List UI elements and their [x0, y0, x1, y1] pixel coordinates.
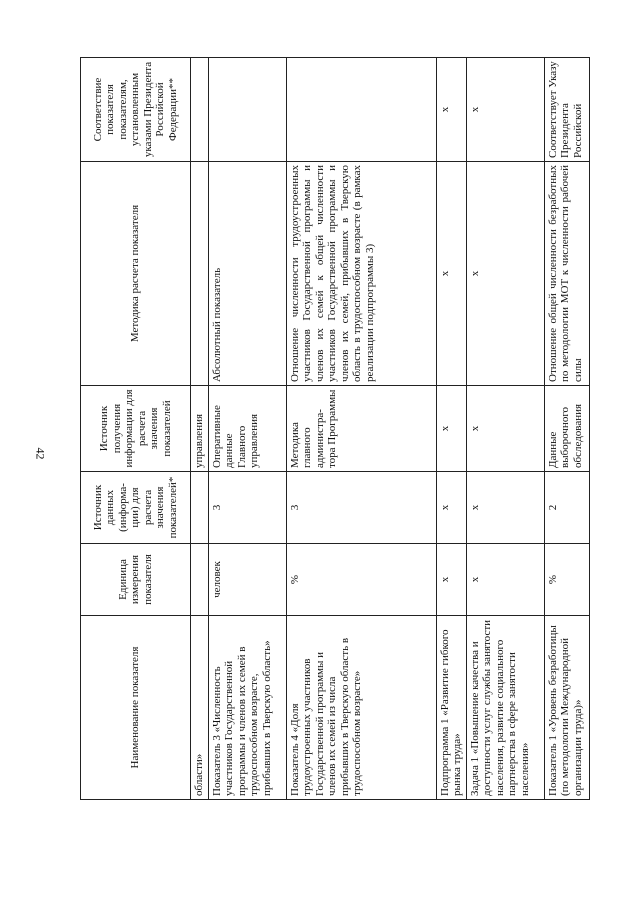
- cell-unit: [191, 544, 209, 616]
- cell-source-info: х: [466, 386, 544, 472]
- table-row: [208, 58, 286, 800]
- header-name: Наименование показателя: [81, 616, 191, 800]
- cell-source-data: 3: [286, 472, 436, 544]
- cell-source-data: 3: [208, 472, 286, 544]
- cell-method: х: [466, 162, 544, 386]
- cell-source-info: Оперативные данные Главного управления: [208, 386, 286, 472]
- cell-compliance: [286, 58, 436, 162]
- table-row: [436, 58, 466, 800]
- cell-name: Подпрограмма 1 «Развитие гибкого рынка труда»: [436, 616, 466, 800]
- cell-name: Задача 1 «Повышение качества и доступности услуг службы занятости населения, развитие социального партнерства в сфере занятости населения»: [466, 616, 544, 800]
- cell-source-data: х: [436, 472, 466, 544]
- cell-name: Показатель 3 «Численность участников Государственной программы и членов их семей в трудоспособном возрасте, прибывших в Тверскую область»: [208, 616, 286, 800]
- header-source-data: Источник данных (информа-ции) для расчета значения показателей*: [81, 472, 191, 544]
- cell-compliance: Соответствует Указу Президента Российской: [544, 58, 589, 162]
- cell-unit: %: [286, 544, 436, 616]
- cell-compliance: х: [466, 58, 544, 162]
- cell-source-data: 2: [544, 472, 589, 544]
- cell-compliance: [191, 58, 209, 162]
- cell-method: Абсолютный показатель: [208, 162, 286, 386]
- cell-source-info: Методика главного администра-тора Программы: [286, 386, 436, 472]
- cell-compliance: х: [436, 58, 466, 162]
- rotated-table-container: [80, 58, 610, 800]
- header-method: Методика расчета показателя: [81, 162, 191, 386]
- cell-source-info: управления: [191, 386, 209, 472]
- cell-name: области»: [191, 616, 209, 800]
- table-row: [466, 58, 544, 800]
- table-row: [286, 58, 436, 800]
- cell-method: Отношение численности трудоустроенных участников Государственной программы и членов их семей к общей численности участников Государственной программы и членов их семей, прибывших в Тверскую область в трудоспособном возрасте (в рамках реализации подпрограммы 3): [286, 162, 436, 386]
- indicator-table: [80, 57, 590, 800]
- cell-source-info: Данные выборочного обследования: [544, 386, 589, 472]
- cell-unit: человек: [208, 544, 286, 616]
- cell-source-data: [191, 472, 209, 544]
- table-row: [544, 58, 589, 800]
- page-number: 42: [33, 447, 48, 460]
- header-source-info: Источник получения информации для расчета значения показателей: [81, 386, 191, 472]
- cell-compliance: [208, 58, 286, 162]
- cell-method: [191, 162, 209, 386]
- header-row: [81, 58, 191, 800]
- cell-unit: %: [544, 544, 589, 616]
- cell-unit: х: [436, 544, 466, 616]
- cell-source-data: х: [466, 472, 544, 544]
- cell-name: Показатель 4 «Доля трудоустроенных участников Государственной программы и членов их семей из числа прибывших в Тверскую область в трудоспособном возрасте»: [286, 616, 436, 800]
- table-row: [191, 58, 209, 800]
- cell-method: х: [436, 162, 466, 386]
- cell-unit: х: [466, 544, 544, 616]
- cell-source-info: х: [436, 386, 466, 472]
- header-unit: Единица измерения показателя: [81, 544, 191, 616]
- cell-name: Показатель 1 «Уровень безработицы (по методологии Международной организации труда)»: [544, 616, 589, 800]
- cell-method: Отношение общей численности безработных по методологии МОТ к численности рабочей силы: [544, 162, 589, 386]
- header-compliance: Соответствие показателя показателям, установленным указами Президента Российской Федерации**: [81, 58, 191, 162]
